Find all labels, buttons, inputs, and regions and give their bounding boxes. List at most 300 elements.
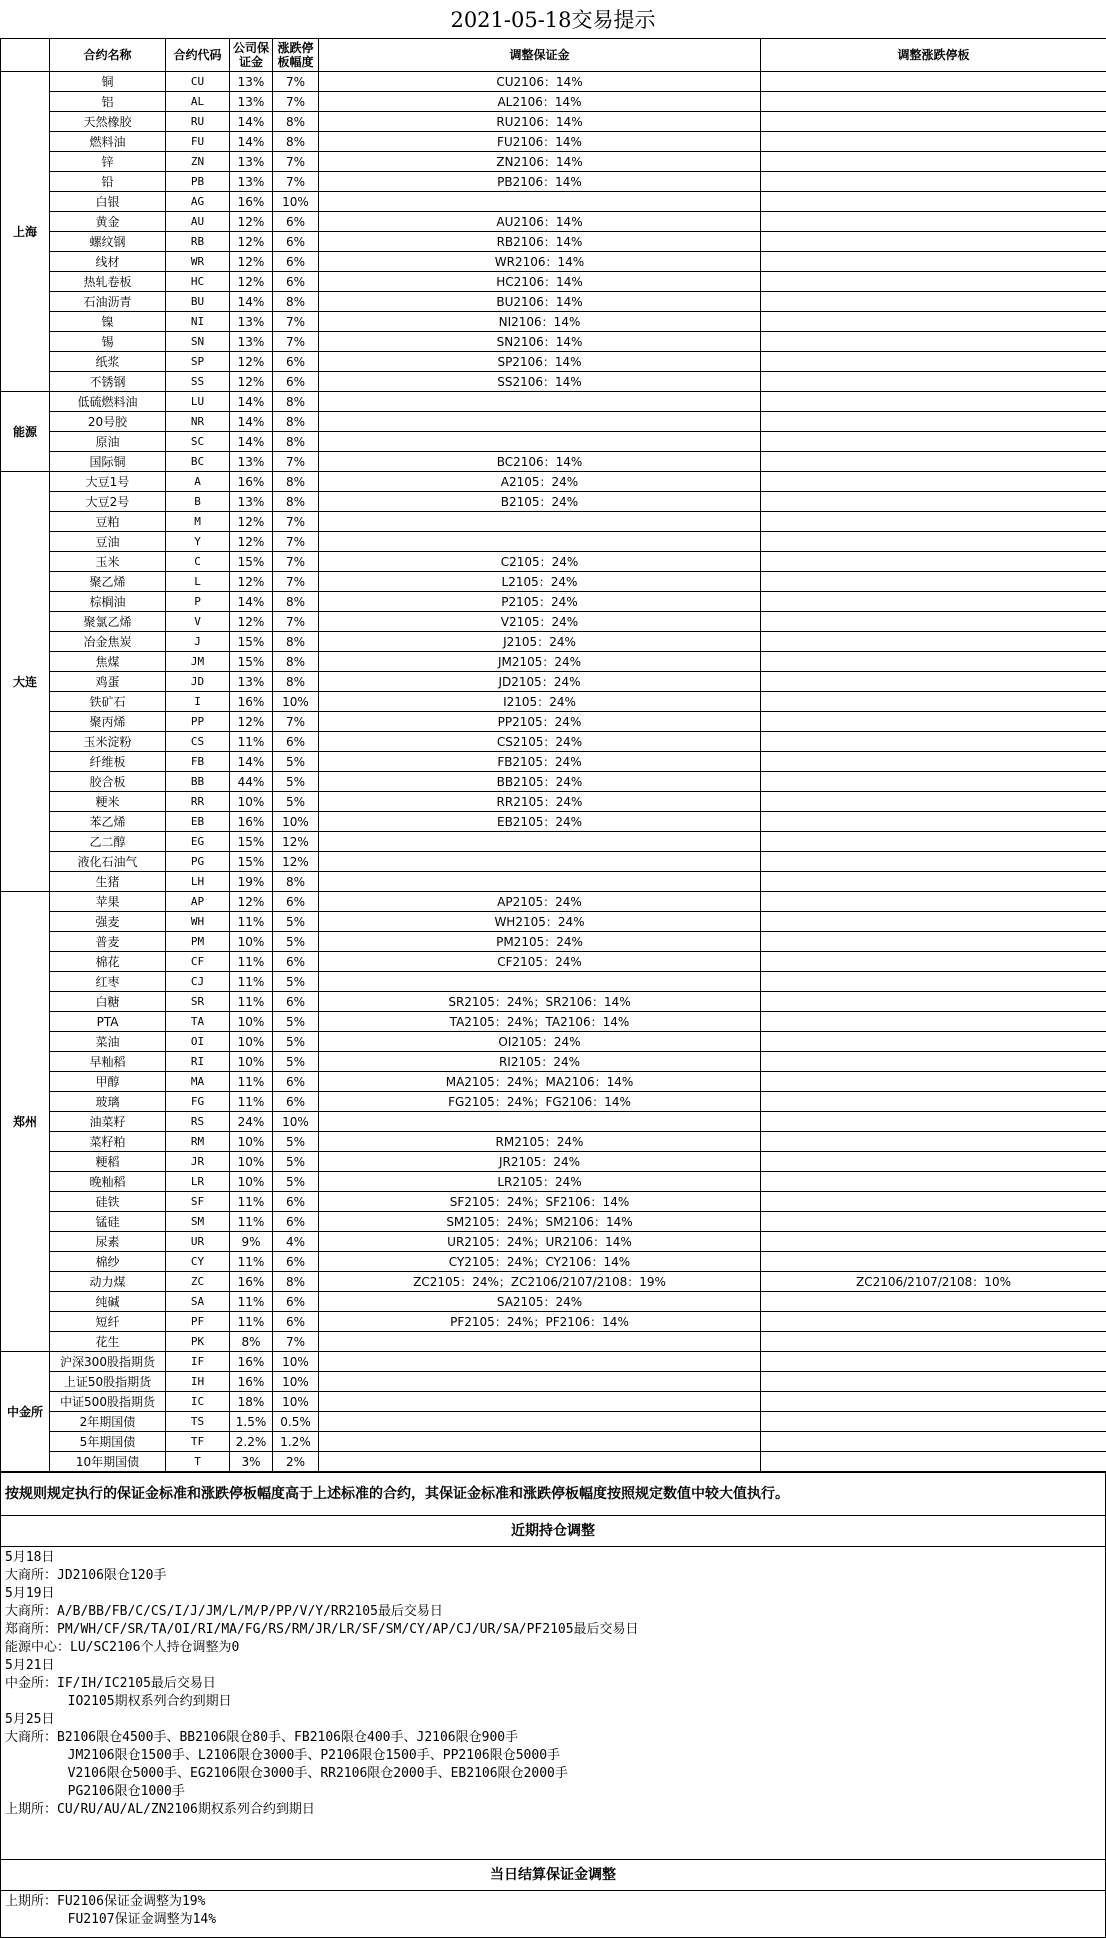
margin-value: 16% [230, 1352, 273, 1372]
contract-code: PG [166, 852, 230, 872]
adjust-limit [761, 1412, 1106, 1432]
adjust-margin: L2105：24% [319, 572, 761, 592]
rule-note: 按规则规定执行的保证金标准和涨跌停板幅度高于上述标准的合约，其保证金标准和涨跌停板幅度按照规定数值中较大值执行。 [1, 1473, 1106, 1516]
contract-name: 沪深300股指期货 [50, 1352, 166, 1372]
adjust-limit [761, 1132, 1106, 1152]
contract-name: 棉纱 [50, 1252, 166, 1272]
notes-table [0, 1472, 1106, 1938]
position-adjust-list [1, 1547, 1106, 1860]
adjust-margin: SR2105：24%；SR2106：14% [319, 992, 761, 1012]
contract-name: 聚丙烯 [50, 712, 166, 732]
limit-value: 7% [273, 312, 319, 332]
notice-line: 5月25日 [5, 1711, 1101, 1729]
adjust-margin [319, 392, 761, 412]
margin-value: 11% [230, 1212, 273, 1232]
margin-value: 13% [230, 172, 273, 192]
margin-value: 11% [230, 1292, 273, 1312]
margin-value: 14% [230, 592, 273, 612]
limit-value: 7% [273, 92, 319, 112]
contract-code: HC [166, 272, 230, 292]
table-row [1, 1292, 1106, 1312]
contract-code: PP [166, 712, 230, 732]
settlement-adjust-list [1, 1891, 1106, 1938]
contract-name: 2年期国债 [50, 1412, 166, 1432]
adjust-limit [761, 752, 1106, 772]
limit-value: 1.2% [273, 1432, 319, 1452]
margin-value: 14% [230, 412, 273, 432]
contract-name: 聚乙烯 [50, 572, 166, 592]
adjust-limit [761, 1352, 1106, 1372]
adjust-margin: RR2105：24% [319, 792, 761, 812]
margin-value: 11% [230, 1252, 273, 1272]
adjust-margin [319, 1432, 761, 1452]
contract-name: 玉米淀粉 [50, 732, 166, 752]
margin-value: 12% [230, 232, 273, 252]
adjust-limit [761, 1332, 1106, 1352]
notice-line: IO2105期权系列合约到期日 [5, 1693, 1101, 1711]
contract-name: 豆油 [50, 532, 166, 552]
limit-value: 5% [273, 1152, 319, 1172]
contract-code: AG [166, 192, 230, 212]
contract-name: 苹果 [50, 892, 166, 912]
adjust-limit [761, 772, 1106, 792]
contract-name: 锌 [50, 152, 166, 172]
adjust-margin: JD2105：24% [319, 672, 761, 692]
margin-value: 15% [230, 652, 273, 672]
contract-name: 铜 [50, 72, 166, 92]
limit-value: 5% [273, 1172, 319, 1192]
margin-value: 15% [230, 632, 273, 652]
adjust-margin: LR2105：24% [319, 1172, 761, 1192]
adjust-margin: V2105：24% [319, 612, 761, 632]
margin-value: 13% [230, 72, 273, 92]
contract-code: TA [166, 1012, 230, 1032]
margin-value: 15% [230, 852, 273, 872]
contract-name: 粳米 [50, 792, 166, 812]
limit-value: 6% [273, 372, 319, 392]
adjust-limit [761, 1072, 1106, 1092]
contract-code: RI [166, 1052, 230, 1072]
contract-code: P [166, 592, 230, 612]
adjust-limit [761, 332, 1106, 352]
margin-value: 13% [230, 452, 273, 472]
margin-value: 12% [230, 572, 273, 592]
margin-value: 10% [230, 1152, 273, 1172]
contract-name: 粳稻 [50, 1152, 166, 1172]
contract-code: A [166, 472, 230, 492]
notice-line: 郑商所：PM/WH/CF/SR/TA/OI/RI/MA/FG/RS/RM/JR/LR/SF/SM/CY/AP/CJ/UR/SA/PF2105最后交易日 [5, 1621, 1101, 1639]
adjust-limit [761, 812, 1106, 832]
table-row [1, 1412, 1106, 1432]
contract-code: FG [166, 1092, 230, 1112]
contract-code: CS [166, 732, 230, 752]
table-row [1, 1112, 1106, 1132]
adjust-limit [761, 972, 1106, 992]
limit-value: 7% [273, 532, 319, 552]
contract-code: PF [166, 1312, 230, 1332]
table-row [1, 252, 1106, 272]
margin-value: 16% [230, 192, 273, 212]
contract-code: AL [166, 92, 230, 112]
table-row [1, 532, 1106, 552]
adjust-limit [761, 1032, 1106, 1052]
adjust-margin: NI2106：14% [319, 312, 761, 332]
contract-name: 石油沥青 [50, 292, 166, 312]
contract-code: FU [166, 132, 230, 152]
contract-code: UR [166, 1232, 230, 1252]
adjust-limit [761, 1292, 1106, 1312]
adjust-margin: JR2105：24% [319, 1152, 761, 1172]
margin-value: 12% [230, 612, 273, 632]
adjust-margin: SN2106：14% [319, 332, 761, 352]
adjust-limit [761, 372, 1106, 392]
limit-value: 2% [273, 1452, 319, 1472]
margin-value: 13% [230, 332, 273, 352]
table-row [1, 872, 1106, 892]
margin-value: 14% [230, 132, 273, 152]
contract-name: 菜籽粕 [50, 1132, 166, 1152]
table-row [1, 92, 1106, 112]
contract-name: 红枣 [50, 972, 166, 992]
table-row [1, 1052, 1106, 1072]
margin-value: 11% [230, 952, 273, 972]
adjust-limit [761, 1372, 1106, 1392]
table-row [1, 932, 1106, 952]
adjust-limit [761, 432, 1106, 452]
adjust-margin [319, 1372, 761, 1392]
limit-value: 6% [273, 1192, 319, 1212]
adjust-limit [761, 692, 1106, 712]
table-row [1, 1192, 1106, 1212]
adjust-margin: PM2105：24% [319, 932, 761, 952]
table-row [1, 212, 1106, 232]
limit-value: 8% [273, 492, 319, 512]
limit-value: 5% [273, 772, 319, 792]
adjust-margin: FU2106：14% [319, 132, 761, 152]
adjust-margin: CS2105：24% [319, 732, 761, 752]
contract-name: 低硫燃料油 [50, 392, 166, 412]
adjust-limit [761, 1212, 1106, 1232]
margin-value: 15% [230, 832, 273, 852]
margin-value: 12% [230, 532, 273, 552]
contract-name: 热轧卷板 [50, 272, 166, 292]
table-row [1, 1272, 1106, 1292]
table-row [1, 312, 1106, 332]
contract-code: IF [166, 1352, 230, 1372]
contract-name: 菜油 [50, 1032, 166, 1052]
contract-name: 强麦 [50, 912, 166, 932]
contract-name: 纤维板 [50, 752, 166, 772]
contract-code: WR [166, 252, 230, 272]
table-row [1, 1372, 1106, 1392]
margin-value: 10% [230, 1172, 273, 1192]
table-row [1, 272, 1106, 292]
contract-code: RS [166, 1112, 230, 1132]
contract-code: BC [166, 452, 230, 472]
adjust-limit [761, 132, 1106, 152]
limit-value: 8% [273, 412, 319, 432]
contract-code: M [166, 512, 230, 532]
adjust-margin [319, 512, 761, 532]
contract-name: 胶合板 [50, 772, 166, 792]
limit-value: 8% [273, 112, 319, 132]
margin-value: 1.5% [230, 1412, 273, 1432]
limit-value: 6% [273, 1092, 319, 1112]
table-row [1, 232, 1106, 252]
margin-value: 12% [230, 712, 273, 732]
adjust-limit [761, 1392, 1106, 1412]
table-row [1, 372, 1106, 392]
contract-code: I [166, 692, 230, 712]
limit-value: 10% [273, 812, 319, 832]
contract-name: 普麦 [50, 932, 166, 952]
table-row [1, 352, 1106, 372]
adjust-limit [761, 1112, 1106, 1132]
adjust-margin: BB2105：24% [319, 772, 761, 792]
margin-value: 16% [230, 1372, 273, 1392]
adjust-limit [761, 152, 1106, 172]
adjust-limit [761, 212, 1106, 232]
table-row [1, 292, 1106, 312]
margin-value: 14% [230, 752, 273, 772]
table-row [1, 152, 1106, 172]
contract-code: EG [166, 832, 230, 852]
limit-value: 7% [273, 612, 319, 632]
limit-value: 8% [273, 132, 319, 152]
limit-value: 8% [273, 872, 319, 892]
contract-code: BU [166, 292, 230, 312]
adjust-limit [761, 512, 1106, 532]
limit-value: 7% [273, 712, 319, 732]
notice-line: FU2107保证金调整为14% [5, 1911, 1101, 1929]
table-row [1, 852, 1106, 872]
margin-value: 18% [230, 1392, 273, 1412]
adjust-margin [319, 1352, 761, 1372]
table-row [1, 1092, 1106, 1112]
adjust-margin: ZN2106：14% [319, 152, 761, 172]
margin-value: 13% [230, 492, 273, 512]
contract-code: SF [166, 1192, 230, 1212]
contract-code: RU [166, 112, 230, 132]
limit-value: 6% [273, 232, 319, 252]
margin-value: 11% [230, 1312, 273, 1332]
margin-value: 14% [230, 392, 273, 412]
contract-code: CU [166, 72, 230, 92]
adjust-margin: WH2105：24% [319, 912, 761, 932]
limit-value: 6% [273, 1312, 319, 1332]
limit-value: 10% [273, 1352, 319, 1372]
contract-code: TS [166, 1412, 230, 1432]
adjust-margin: JM2105：24% [319, 652, 761, 672]
limit-value: 5% [273, 1132, 319, 1152]
header-row [1, 39, 1106, 72]
table-row [1, 592, 1106, 612]
contract-name: 螺纹钢 [50, 232, 166, 252]
adjust-margin: FB2105：24% [319, 752, 761, 772]
margin-value: 15% [230, 552, 273, 572]
adjust-limit [761, 852, 1106, 872]
limit-value: 0.5% [273, 1412, 319, 1432]
table-row [1, 952, 1106, 972]
limit-value: 7% [273, 152, 319, 172]
adjust-margin: B2105：24% [319, 492, 761, 512]
table-row [1, 1232, 1106, 1252]
limit-value: 5% [273, 752, 319, 772]
limit-value: 7% [273, 332, 319, 352]
adjust-limit [761, 892, 1106, 912]
adjust-limit [761, 72, 1106, 92]
margin-value: 24% [230, 1112, 273, 1132]
notice-line: V2106限仓5000手、EG2106限仓3000手、RR2106限仓2000手、EB2106限仓2000手 [5, 1765, 1101, 1783]
contract-code: IC [166, 1392, 230, 1412]
adjust-margin: HC2106：14% [319, 272, 761, 292]
adjust-margin: ZC2105：24%；ZC2106/2107/2108：19% [319, 1272, 761, 1292]
adjust-limit [761, 312, 1106, 332]
contract-name: 天然橡胶 [50, 112, 166, 132]
contract-name: 纸浆 [50, 352, 166, 372]
contract-code: Y [166, 532, 230, 552]
contract-name: 线材 [50, 252, 166, 272]
adjust-limit [761, 1012, 1106, 1032]
limit-value: 8% [273, 392, 319, 412]
contract-name: 国际铜 [50, 452, 166, 472]
adjust-margin: AP2105：24% [319, 892, 761, 912]
contract-name: 生猪 [50, 872, 166, 892]
limit-value: 8% [273, 432, 319, 452]
table-row [1, 892, 1106, 912]
adjust-margin: SM2105：24%；SM2106：14% [319, 1212, 761, 1232]
contract-name: 苯乙烯 [50, 812, 166, 832]
adjust-margin: CU2106：14% [319, 72, 761, 92]
table-row [1, 1332, 1106, 1352]
adjust-margin [319, 1112, 761, 1132]
contract-code: AU [166, 212, 230, 232]
margin-value: 12% [230, 892, 273, 912]
adjust-margin [319, 432, 761, 452]
table-row [1, 712, 1106, 732]
margin-value: 13% [230, 312, 273, 332]
limit-value: 8% [273, 292, 319, 312]
adjust-margin: RI2105：24% [319, 1052, 761, 1072]
margin-value: 13% [230, 92, 273, 112]
limit-value: 7% [273, 552, 319, 572]
contract-code: SP [166, 352, 230, 372]
notice-line: 5月19日 [5, 1585, 1101, 1603]
exchange-label: 郑州 [1, 892, 50, 1352]
limit-value: 7% [273, 452, 319, 472]
contract-name: 10年期国债 [50, 1452, 166, 1472]
contract-name: 白银 [50, 192, 166, 212]
contract-name: 棕榈油 [50, 592, 166, 612]
table-row [1, 632, 1106, 652]
adjust-limit [761, 552, 1106, 572]
notice-line: 中金所：IF/IH/IC2105最后交易日 [5, 1675, 1101, 1693]
contract-name: 5年期国债 [50, 1432, 166, 1452]
contract-name: 原油 [50, 432, 166, 452]
adjust-margin: PP2105：24% [319, 712, 761, 732]
margin-value: 10% [230, 1132, 273, 1152]
contract-code: LU [166, 392, 230, 412]
contract-name: 甲醇 [50, 1072, 166, 1092]
adjust-margin: SA2105：24% [319, 1292, 761, 1312]
contract-code: B [166, 492, 230, 512]
contract-name: 冶金焦炭 [50, 632, 166, 652]
notice-line: 能源中心：LU/SC2106个人持仓调整为0 [5, 1639, 1101, 1657]
table-row [1, 692, 1106, 712]
adjust-margin: RB2106：14% [319, 232, 761, 252]
contract-name: 早籼稻 [50, 1052, 166, 1072]
adjust-limit [761, 292, 1106, 312]
table-row [1, 72, 1106, 92]
contract-code: RM [166, 1132, 230, 1152]
adjust-limit [761, 172, 1106, 192]
limit-value: 4% [273, 1232, 319, 1252]
margin-value: 11% [230, 1192, 273, 1212]
adjust-limit [761, 272, 1106, 292]
limit-value: 6% [273, 892, 319, 912]
table-row [1, 672, 1106, 692]
contract-code: SN [166, 332, 230, 352]
margin-value: 2.2% [230, 1432, 273, 1452]
limit-value: 6% [273, 252, 319, 272]
margin-value: 16% [230, 1272, 273, 1292]
exchange-label: 大连 [1, 472, 50, 892]
margin-value: 11% [230, 1072, 273, 1092]
contract-code: SC [166, 432, 230, 452]
contract-name: 不锈钢 [50, 372, 166, 392]
limit-value: 5% [273, 792, 319, 812]
contract-name: 锰硅 [50, 1212, 166, 1232]
contract-code: CJ [166, 972, 230, 992]
page-title: 2021-05-18交易提示 [0, 0, 1106, 38]
adjust-margin: FG2105：24%；FG2106：14% [319, 1092, 761, 1112]
table-row [1, 452, 1106, 472]
contract-name: 豆粕 [50, 512, 166, 532]
limit-value: 8% [273, 472, 319, 492]
adjust-limit [761, 412, 1106, 432]
table-row [1, 1032, 1106, 1052]
limit-value: 5% [273, 1052, 319, 1072]
adjust-limit [761, 352, 1106, 372]
contract-code: AP [166, 892, 230, 912]
limit-value: 7% [273, 172, 319, 192]
contract-name: 镍 [50, 312, 166, 332]
limit-value: 6% [273, 272, 319, 292]
margin-value: 14% [230, 292, 273, 312]
contract-name: 油菜籽 [50, 1112, 166, 1132]
margin-value: 19% [230, 872, 273, 892]
adjust-margin: CF2105：24% [319, 952, 761, 972]
margin-value: 14% [230, 432, 273, 452]
adjust-margin [319, 1452, 761, 1472]
adjust-limit [761, 832, 1106, 852]
adjust-margin: AU2106：14% [319, 212, 761, 232]
header-exchange [1, 39, 50, 72]
adjust-margin: A2105：24% [319, 472, 761, 492]
contract-name: 白糖 [50, 992, 166, 1012]
limit-value: 5% [273, 912, 319, 932]
table-row [1, 112, 1106, 132]
contract-code: JM [166, 652, 230, 672]
limit-value: 6% [273, 352, 319, 372]
limit-value: 5% [273, 1012, 319, 1032]
adjust-limit [761, 452, 1106, 472]
table-row [1, 512, 1106, 532]
header-adjust-limit: 调整涨跌停板 [761, 39, 1106, 72]
table-row [1, 132, 1106, 152]
contract-code: L [166, 572, 230, 592]
table-row [1, 392, 1106, 412]
